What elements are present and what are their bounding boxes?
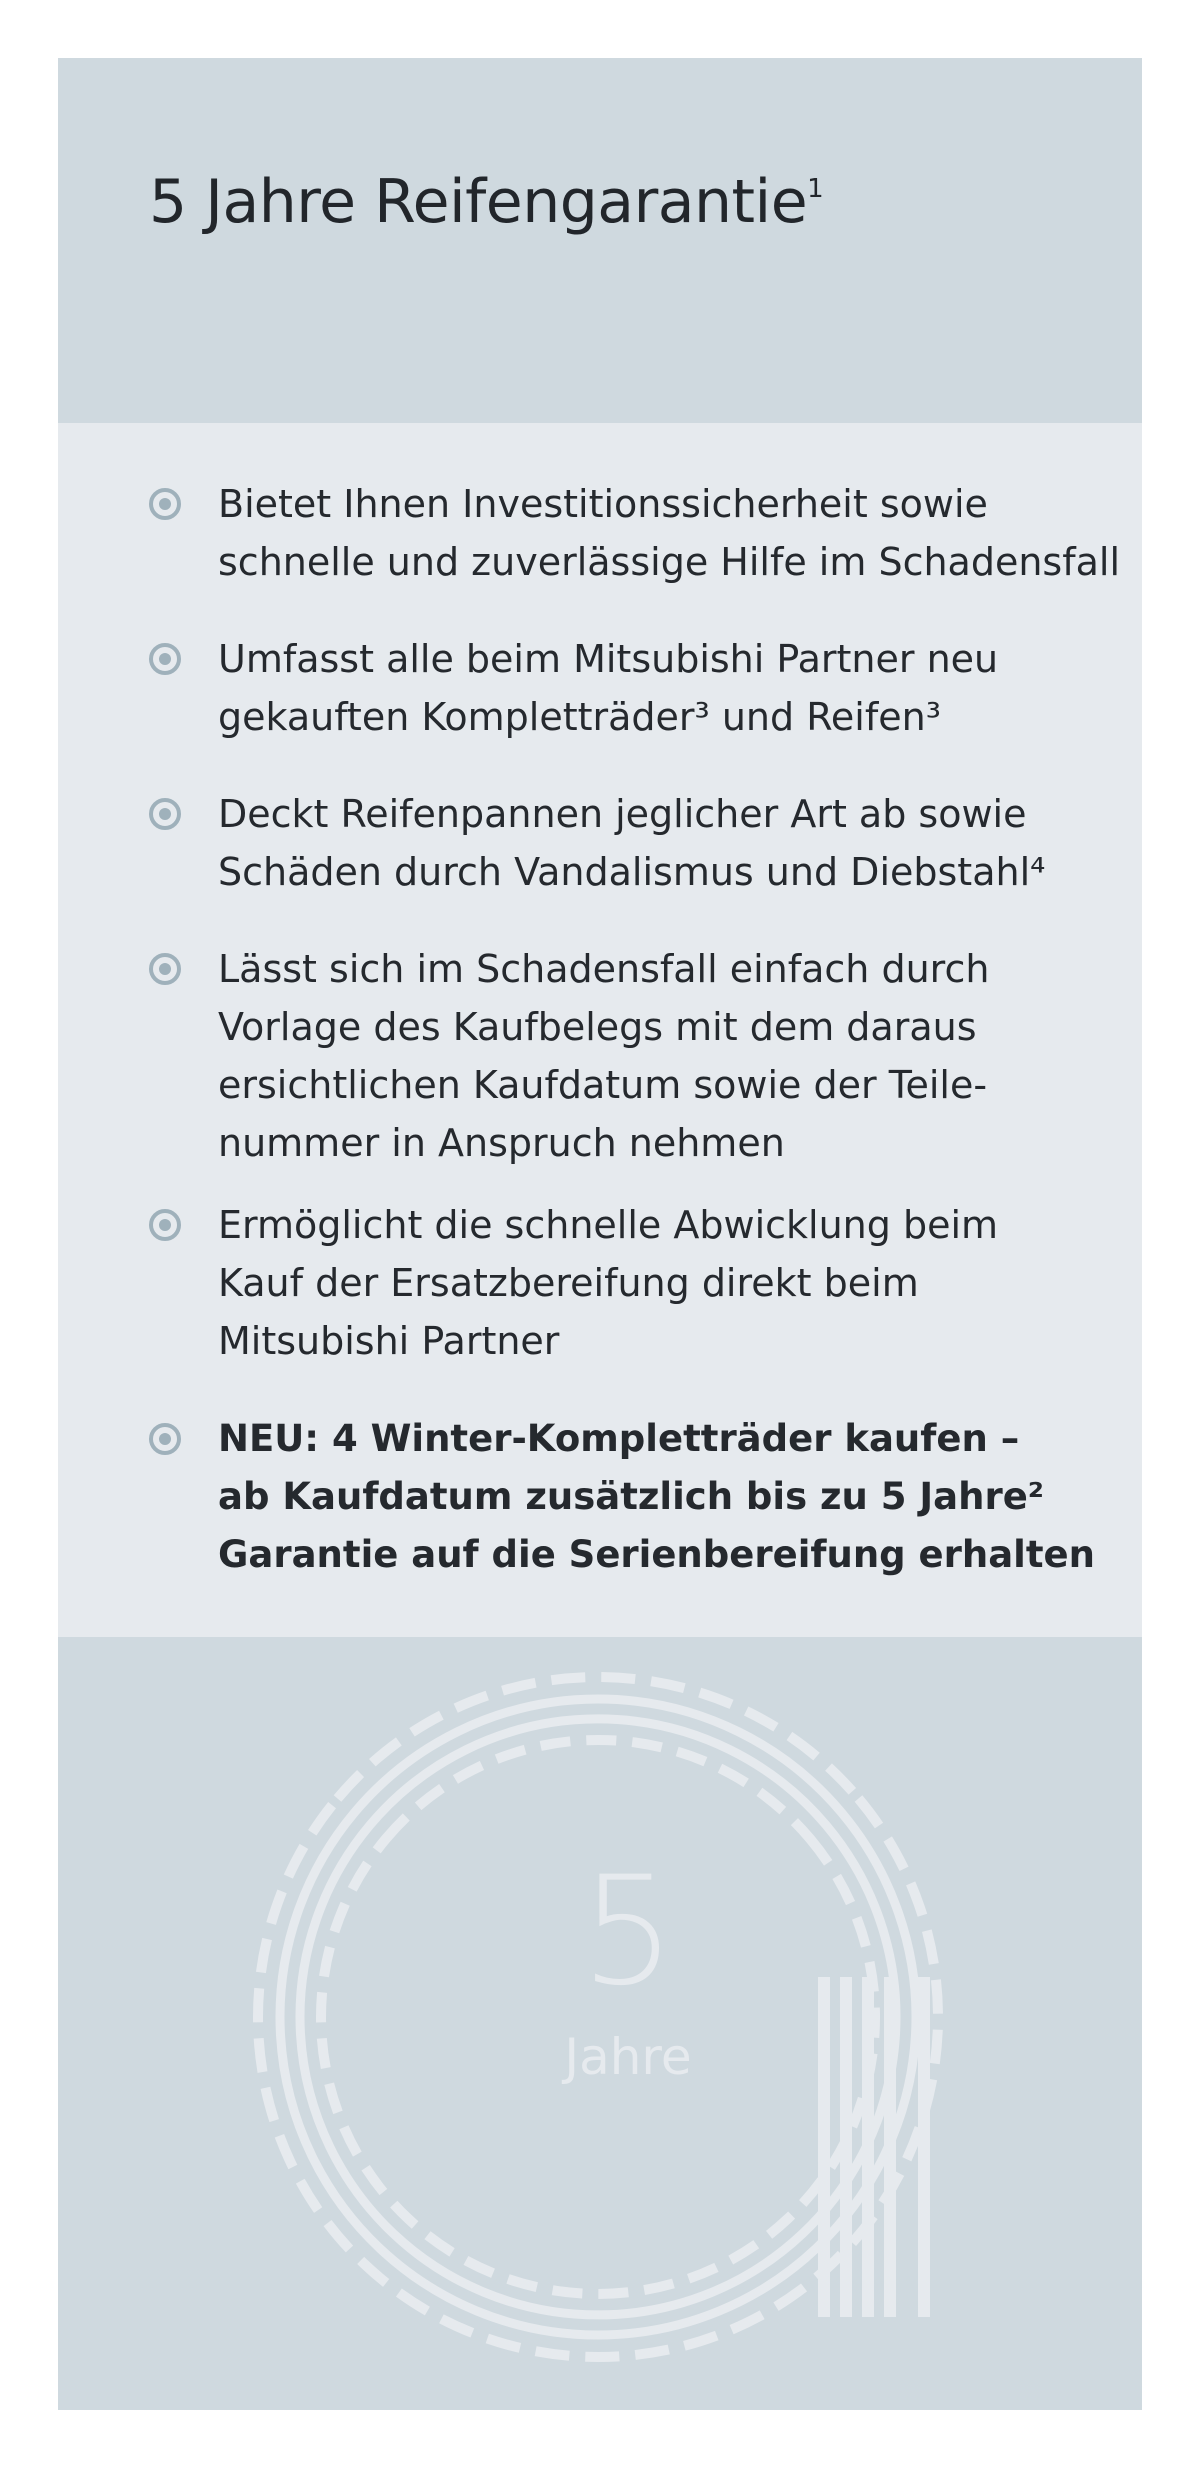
feature-line: Deckt Reifenpannen jeglicher Art ab sowie [218,792,1027,836]
title-footnote: 1 [807,174,824,204]
emblem-unit: Jahre [564,2028,692,2086]
feature-text [218,940,1138,1172]
concentric-circle-icon [148,1422,182,1456]
feature-line: gekauften Kompletträder³ und Reifen³ [218,695,941,739]
concentric-circle-icon [148,642,182,676]
feature-line: Schäden durch Vandalismus und Diebstahl⁴ [218,850,1046,894]
feature-text [218,1196,1138,1370]
feature-line: ersichtlichen Kaufdatum sowie der Teile- [218,1063,988,1107]
features-section [58,423,1142,1637]
feature-line: Ermöglicht die schnelle Abwicklung beim [218,1203,999,1247]
page-title [149,166,823,238]
emblem-bar [884,1977,896,2317]
feature-line: Vorlage des Kaufbelegs mit dem daraus [218,1005,977,1049]
concentric-circle-icon [148,797,182,831]
feature-line: Kauf der Ersatzbereifung direkt beim [218,1261,919,1305]
emblem-bar [862,1977,874,2317]
warranty-panel [58,58,1142,2410]
emblem-bar [840,1977,852,2317]
feature-line: Bietet Ihnen Investitionssicherheit sowie [218,482,988,526]
tire-tread-emblem-icon [58,1637,1142,2410]
feature-line: nummer in Anspruch nehmen [218,1121,785,1165]
feature-line: NEU: 4 Winter-Kompletträder kaufen – [218,1417,1020,1460]
feature-line: Lässt sich im Schadensfall einfach durch [218,947,990,991]
feature-text [218,785,1138,901]
feature-text [218,475,1138,591]
feature-line: ab Kaufdatum zusätzlich bis zu 5 Jahre² [218,1475,1045,1518]
emblem-section [58,1637,1142,2410]
header-band [58,58,1142,423]
feature-text [218,1410,1138,1584]
feature-text [218,630,1138,746]
concentric-circle-icon [148,1208,182,1242]
feature-line: Umfasst alle beim Mitsubishi Partner neu [218,637,999,681]
emblem-number: 5 [580,1845,676,2019]
emblem-bar [818,1977,830,2317]
feature-line: Garantie auf die Serienbereifung erhalten [218,1533,1095,1576]
emblem-bar [918,1977,930,2317]
concentric-circle-icon [148,952,182,986]
feature-line: schnelle und zuverlässige Hilfe im Schadensfall [218,540,1120,584]
feature-line: Mitsubishi Partner [218,1319,560,1363]
title-text: 5 Jahre Reifengarantie [149,167,808,237]
concentric-circle-icon [148,487,182,521]
